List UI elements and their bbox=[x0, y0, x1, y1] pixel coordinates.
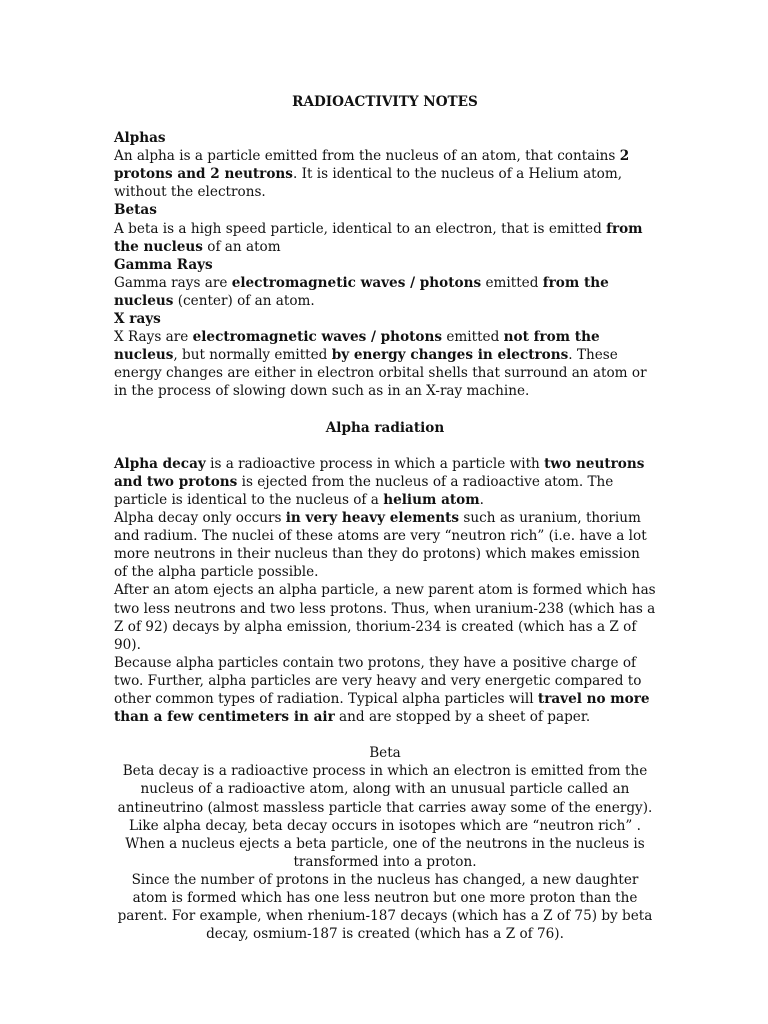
document-title: RADIOACTIVITY NOTES bbox=[292, 94, 478, 110]
text-run: Gamma rays are bbox=[114, 274, 232, 291]
text-run: After an atom ejects an alpha particle, a new parent atom is formed which has two less neutrons and two less protons. Thus, when uranium-238 (which has a Z of 92) decays by alpha emission, thorium-234 is created (which has a Z of 90). bbox=[114, 582, 656, 653]
bold-text: in very heavy elements bbox=[285, 510, 460, 527]
text-run: . These energy changes are either in electron orbital shells that surround an atom or in the process of slowing down such as in an X-ray machine. bbox=[114, 347, 647, 400]
section-alphas bbox=[114, 129, 656, 201]
text-run: An alpha is a particle emitted from the nucleus of an atom, that contains bbox=[114, 148, 620, 165]
beta-paragraph: Beta decay is a radioactive process in which an electron is emitted from the nucleus of a radioactive atom, along with an unusual particle called an antineutrino (almost massless particle that carries away some of the energy). bbox=[117, 763, 653, 816]
alpha-paragraph bbox=[114, 654, 656, 726]
beta-paragraph: When a nucleus ejects a beta particle, one of the neutrons in the nucleus is transformed into a proton. bbox=[125, 835, 645, 870]
text-run: , but normally emitted bbox=[173, 347, 332, 364]
bold-text: from the nucleus bbox=[114, 274, 609, 309]
text-run: and are stopped by a sheet of paper. bbox=[334, 709, 591, 726]
beta-paragraph: Since the number of protons in the nucleus has changed, a new daughter atom is formed which has one less neutron but one more proton than the parent. For example, when rhenium-187 decays (which has a Z of 75) by beta decay, osmium-187 is created (which has a Z of 76). bbox=[117, 871, 653, 943]
bold-text: by energy changes in electrons bbox=[331, 347, 569, 364]
text-run: Because alpha particles contain two protons, they have a positive charge of two. Further, alpha particles are very heavy and very energetic compared to other common types of radiation. Typical alpha particles will bbox=[114, 654, 642, 707]
beta-paragraph: Like alpha decay, beta decay occurs in isotopes which are “neutron rich” . bbox=[129, 817, 641, 834]
bold-text: electromagnetic waves / photons bbox=[192, 329, 443, 346]
bold-text: two neutrons and two protons bbox=[114, 455, 645, 490]
alpha-paragraph bbox=[114, 509, 656, 581]
bold-text: Alpha decay bbox=[114, 455, 206, 472]
text-run: X Rays are bbox=[114, 329, 193, 346]
text-run: Alpha decay only occurs bbox=[114, 510, 286, 527]
text-run: . bbox=[479, 491, 484, 508]
bold-text: travel no more than a few centimeters in air bbox=[114, 691, 650, 726]
text-run: A beta is a high speed particle, identical to an electron, that is emitted bbox=[114, 220, 607, 237]
alpha-paragraph bbox=[114, 581, 656, 653]
document-page bbox=[114, 93, 656, 943]
section-body bbox=[114, 220, 656, 256]
section-body bbox=[114, 328, 656, 400]
bold-text: from the nucleus bbox=[114, 220, 643, 255]
section-heading: Betas bbox=[114, 202, 157, 219]
text-run: such as uranium, thorium and radium. The nuclei of these atoms are very “neutron rich” (i.e. have a lot more neutrons in their nucleus than they do protons) which makes emission of the alpha particle possible. bbox=[114, 510, 647, 581]
section-heading: Gamma Rays bbox=[114, 256, 213, 273]
text-run: (center) of an atom. bbox=[173, 292, 315, 309]
text-run: emitted bbox=[481, 274, 543, 291]
bold-text: electromagnetic waves / photons bbox=[231, 274, 482, 291]
text-run: of an atom bbox=[202, 238, 281, 255]
bold-text: not from the nucleus bbox=[114, 329, 600, 364]
section-gamma-rays bbox=[114, 256, 656, 310]
alpha-radiation-heading: Alpha radiation bbox=[325, 419, 445, 436]
section-x-rays bbox=[114, 310, 656, 400]
section-betas bbox=[114, 201, 656, 255]
bold-text: 2 protons and 2 neutrons bbox=[114, 148, 630, 183]
text-run: . It is identical to the nucleus of a Helium atom, without the electrons. bbox=[114, 166, 623, 201]
section-body bbox=[114, 147, 656, 201]
section-body bbox=[114, 274, 656, 310]
bold-text: helium atom bbox=[383, 491, 480, 508]
section-heading: X rays bbox=[114, 311, 161, 328]
text-run: is ejected from the nucleus of a radioactive atom. The particle is identical to the nucleus of a bbox=[114, 473, 614, 508]
text-run: emitted bbox=[442, 329, 504, 346]
alpha-paragraph bbox=[114, 455, 656, 509]
section-heading: Alphas bbox=[114, 130, 166, 147]
beta-heading: Beta bbox=[369, 745, 401, 762]
text-run: is a radioactive process in which a particle with bbox=[205, 455, 545, 472]
